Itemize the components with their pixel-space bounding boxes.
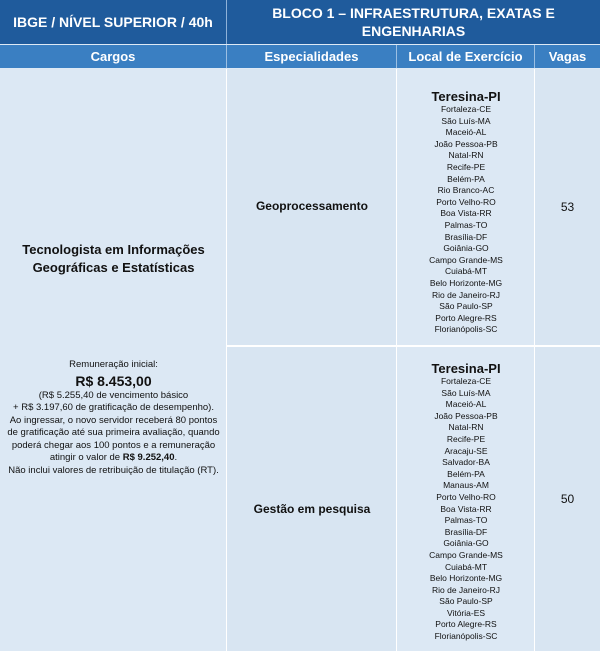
local-item: Natal-RN [448, 150, 484, 161]
local-item: Vitória-ES [446, 607, 486, 618]
local-item: Porto Velho-RO [436, 491, 496, 502]
local-item: São Paulo-SP [439, 596, 493, 607]
column-header-vagas: Vagas [548, 49, 587, 64]
local-items [397, 104, 535, 336]
vagas-geoprocessamento: 53 [560, 200, 575, 214]
local-item: Palmas-TO [444, 515, 488, 526]
local-item: Natal-RN [448, 422, 484, 433]
header-block: BLOCO 1 – INFRAESTRUTURA, EXATAS E ENGENHARIAS [272, 5, 555, 39]
local-column [397, 69, 535, 651]
local-item: Porto Alegre-RS [435, 619, 497, 630]
especialidade-gestao-pesquisa: Gestão em pesquisa [253, 502, 371, 516]
remuneracao-label: Remuneração inicial: [69, 359, 158, 370]
especialidade-geoprocessamento: Geoprocessamento [255, 199, 369, 213]
local-item: João Pessoa-PB [434, 138, 498, 149]
local-item: Belém-PA [447, 468, 485, 479]
local-item: Recife-PE [446, 161, 486, 172]
remuneracao-line4: Não inclui valores de retribuição de titulação (RT). [8, 464, 219, 476]
local-item: Florianópolis-SC [434, 324, 498, 335]
local-item: Belo Horizonte-MG [429, 573, 503, 584]
local-item: Fortaleza-CE [440, 104, 492, 114]
local-item: Rio Branco-AC [437, 185, 495, 196]
remuneracao-line3 [4, 415, 223, 465]
local-item: Rio de Janeiro-RJ [431, 584, 501, 595]
local-item: Palmas-TO [444, 219, 488, 230]
remuneracao-line3-end: . [174, 452, 178, 463]
especialidades-column [227, 69, 397, 651]
local-item: Cuiabá-MT [444, 266, 488, 277]
local-list-gestao-pesquisa [397, 361, 535, 643]
column-header-local: Local de Exercício [397, 45, 535, 68]
vagas-column [535, 69, 600, 651]
local-item: Aracaju-SE [444, 445, 488, 456]
local-item: São Paulo-SP [439, 301, 493, 312]
local-item: Salvador-BA [442, 457, 490, 468]
vagas-gestao-pesquisa: 50 [560, 492, 575, 506]
remuneracao-line3-text: Ao ingressar, o novo servidor receberá 80 pontos de gratificação até sua primeira avaliação, quando poderá chegar aos 100 pontos e a remuneração atingir o valor de [7, 414, 220, 463]
local-item: Maceió-AL [445, 127, 487, 138]
remuneracao-block [0, 359, 227, 477]
local-item: Fortaleza-CE [440, 376, 492, 386]
remuneracao-line2: + R$ 3.197,60 de gratificação de desempenho). [13, 402, 214, 413]
column-header-especialidades: Especialidades [227, 45, 397, 68]
local-item: Belo Horizonte-MG [429, 277, 503, 288]
local-item: João Pessoa-PB [434, 410, 498, 421]
local-item: Boa Vista-RR [440, 503, 492, 514]
local-item: Florianópolis-SC [434, 631, 498, 642]
local-head: Teresina-PI [431, 89, 501, 104]
local-item: Brasília-DF [444, 526, 488, 537]
local-item: Belém-PA [447, 173, 485, 184]
local-item: Boa Vista-RR [440, 208, 492, 219]
local-item: Porto Velho-RO [436, 196, 496, 207]
local-item: Rio de Janeiro-RJ [431, 289, 501, 300]
header-level: IBGE / NÍVEL SUPERIOR / 40h [0, 0, 227, 44]
local-item: Brasília-DF [444, 231, 488, 242]
remuneracao-line1: (R$ 5.255,40 de vencimento básico [38, 389, 189, 401]
column-headers [0, 45, 600, 68]
remuneracao-max-value: R$ 9.252,40 [122, 452, 175, 463]
local-item: Porto Alegre-RS [435, 312, 497, 323]
remuneracao-value: R$ 8.453,00 [75, 372, 152, 389]
local-item: Campo Grande-MS [429, 254, 503, 265]
local-list-geoprocessamento [397, 89, 535, 336]
local-item: Manaus-AM [443, 480, 489, 491]
local-item: Campo Grande-MS [429, 549, 503, 560]
cargo-title: Tecnologista em Informações Geográficas e Estatísticas [22, 242, 205, 275]
row-divider [227, 345, 600, 347]
local-items [397, 376, 535, 643]
column-header-cargos: Cargos [0, 45, 227, 68]
local-item: Goiânia-GO [443, 243, 489, 254]
table-title-bar [0, 0, 600, 44]
local-item: Goiânia-GO [443, 538, 489, 549]
local-head: Teresina-PI [431, 361, 501, 376]
local-item: São Luís-MA [441, 115, 491, 126]
local-item: Maceió-AL [445, 399, 487, 410]
local-item: São Luís-MA [441, 387, 491, 398]
cargo-cell [0, 69, 227, 651]
local-item: Cuiabá-MT [444, 561, 488, 572]
local-item: Recife-PE [446, 433, 486, 444]
